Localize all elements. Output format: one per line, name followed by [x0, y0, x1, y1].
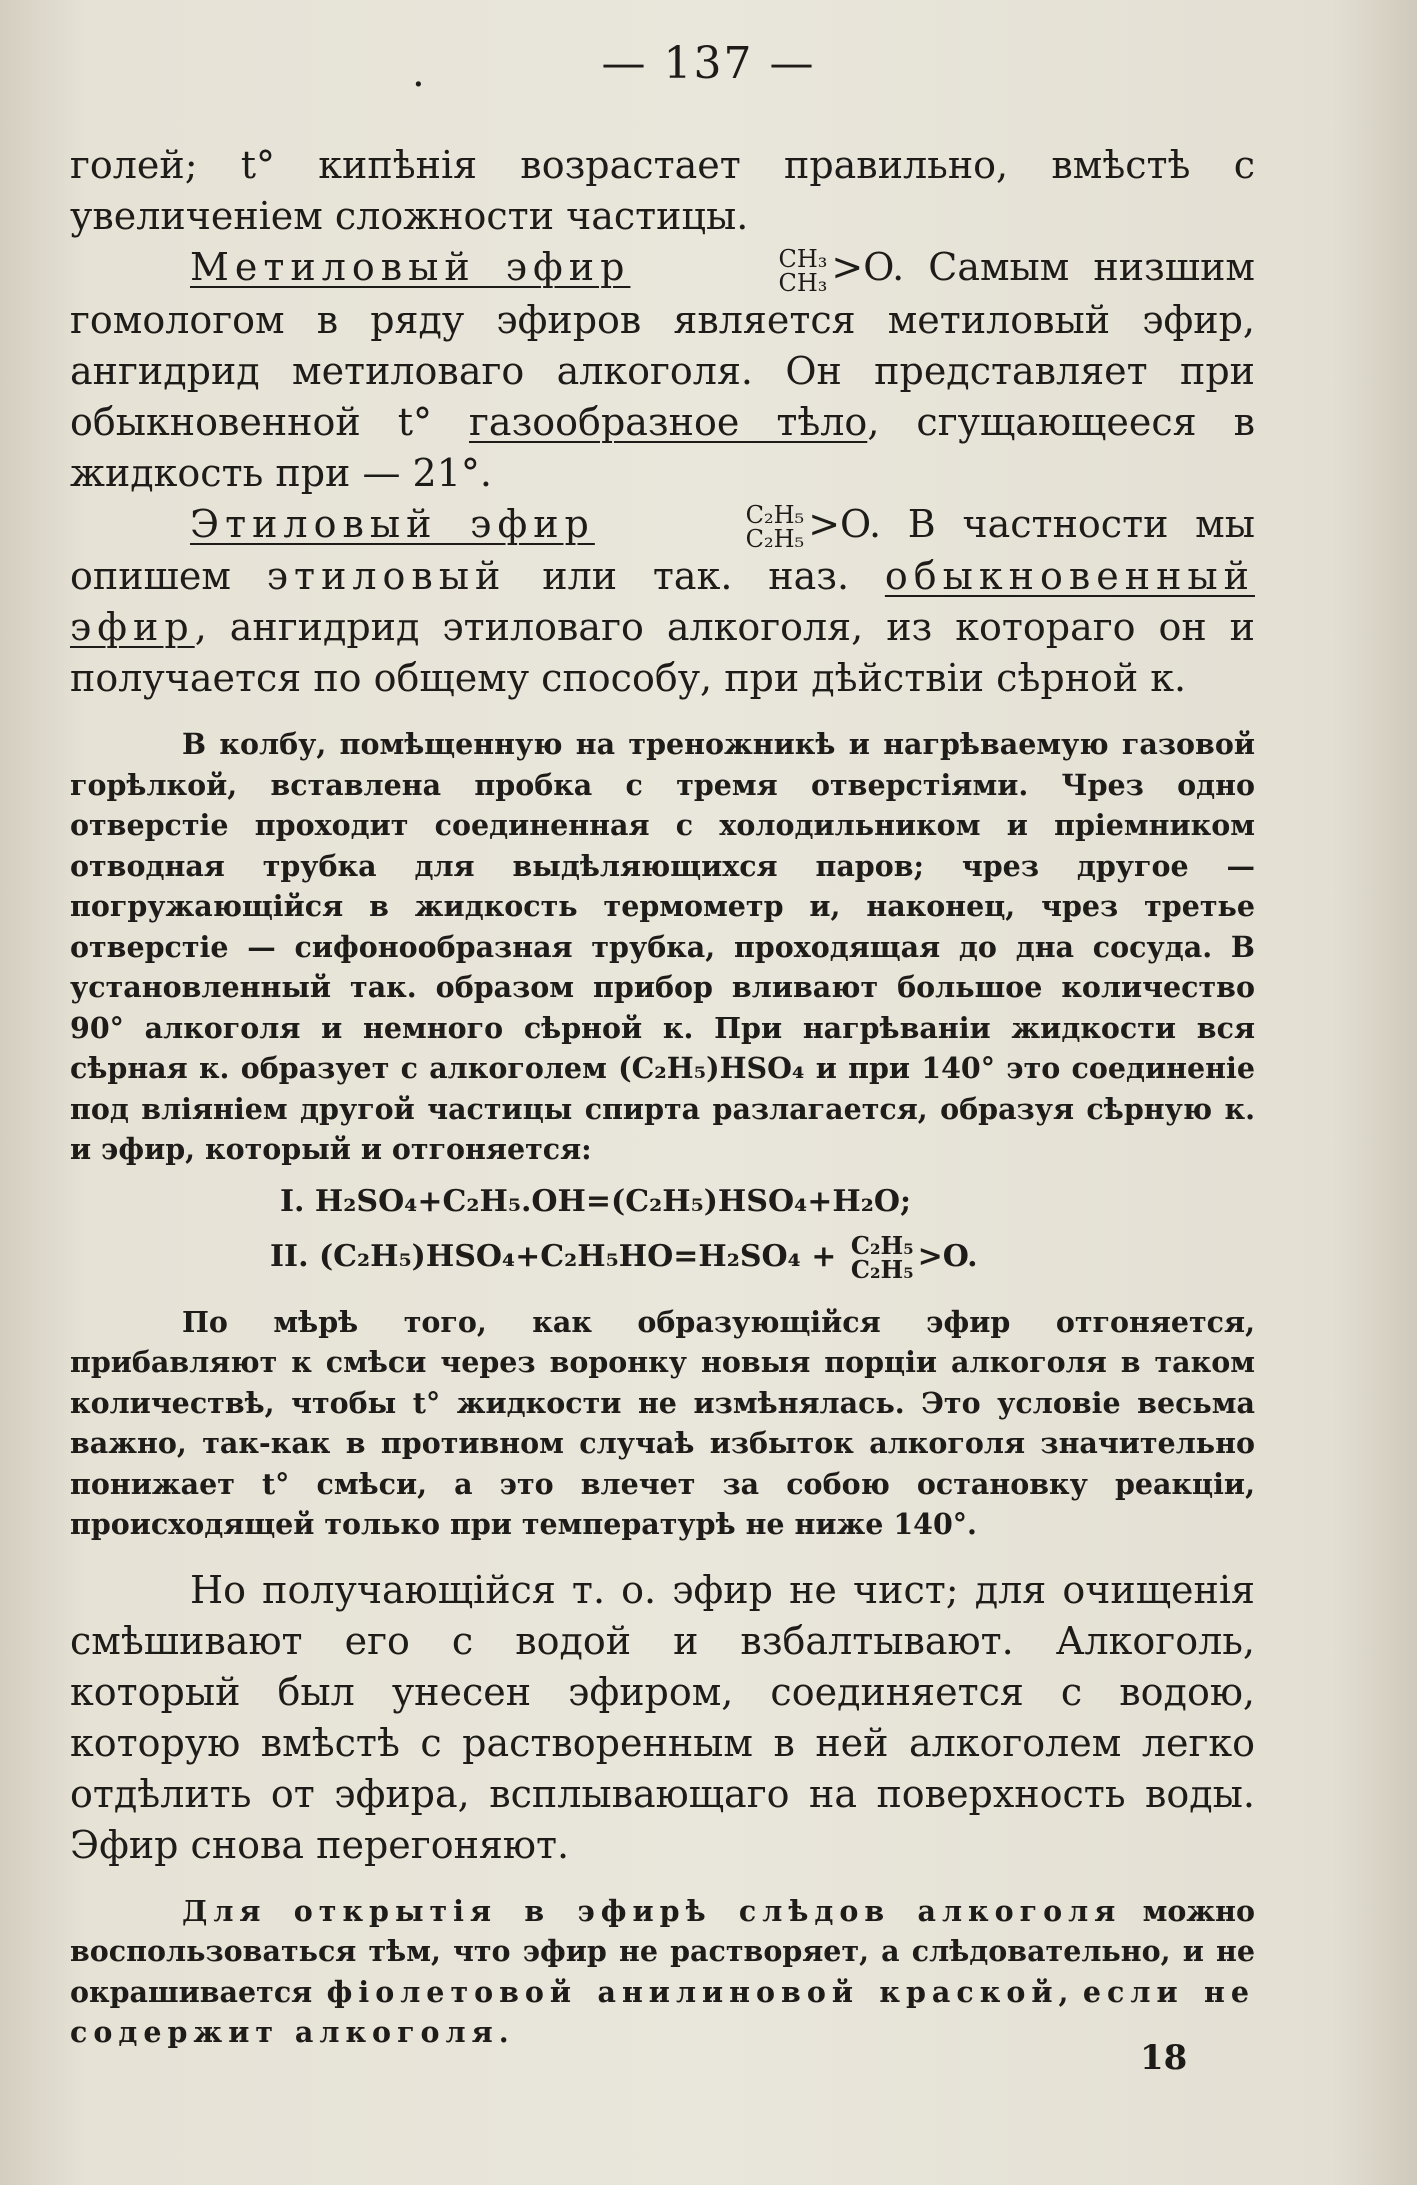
formula-fraction	[658, 244, 828, 297]
paragraph-text: >O. В частности мы опишем	[70, 501, 1255, 598]
term-no-alcohol: если не содержит алкоголя	[70, 1974, 1255, 2049]
formula-left: II. (C₂H₅)HSO₄+C₂H₅HO=H₂SO₄ +	[270, 1238, 837, 1274]
paragraph-1: голей; t° кипѣнія возрастает правильно, вмѣстѣ с увеличеніем сложности частицы.	[70, 143, 1255, 238]
formula-fraction	[626, 503, 805, 551]
separator: ,	[1058, 1974, 1069, 2009]
fraction-top: CH₃	[778, 244, 828, 273]
formula-right: >O.	[917, 1238, 978, 1274]
spacer	[70, 704, 1255, 724]
fraction-top: C₂H₅	[745, 501, 805, 529]
paragraph-text: >O. Самым низшим гомологом в ряду эфиров является метиловый эфир, ангидрид метиловаго алкоголя. Он представляет при обыкновенной t°	[70, 245, 1255, 444]
formula-1: I. H₂SO₄+C₂H₅.OH=(C₂H₅)HSO₄+H₂O;	[280, 1183, 912, 1219]
fraction-top: C₂H₅	[850, 1230, 914, 1260]
fraction-bottom: CH₃	[778, 268, 828, 297]
term-ethyl: этиловый	[266, 554, 507, 598]
paragraph-procedure: По мѣрѣ того, как образующійся эфир отгоняется, прибавляют к смѣси через воронку новыя порціи алкоголя в таком количествѣ, чтобы t° жидкости не измѣнялась. Это условіе весьма важно, так-как в противном случаѣ избыток алкоголя значительно понижает t° смѣси, а это влечет за собою остановку реакціи, происходящей только при температурѣ не ниже 140°.	[70, 1304, 1255, 1541]
paragraph-test	[70, 1891, 1255, 2053]
page-body	[70, 140, 1255, 2053]
formula-fraction	[850, 1230, 914, 1284]
spacer	[70, 1282, 1255, 1302]
spacer	[70, 1545, 1255, 1565]
signature-mark: 18	[1140, 2038, 1188, 2078]
term-alcohol-test: Для открытія в эфирѣ слѣдов алкоголя	[182, 1893, 1122, 1928]
term-ordinary-ether: обыкновенный эфир	[70, 554, 1255, 649]
spacer	[70, 1871, 1255, 1891]
paragraph-text: можно воспользоваться тѣм, что эфир не растворяет, а слѣдовательно, и не окрашивается	[70, 1893, 1255, 2009]
paragraph-ethyl-ether	[70, 499, 1255, 705]
term-methyl-ether: Метиловый эфир	[190, 245, 631, 289]
paragraph-purification: Но получающійся т. о. эфир не чист; для очищенія смѣшивают его с водой и взбалтывают. Алкоголь, который был унесен эфиром, соединяется с водою, которую вмѣстѣ с растворенным в ней алкоголем легко отдѣлить от эфира, всплывающаго на поверхность воды. Эфир снова перегоняют.	[70, 1567, 1255, 1867]
underlined-text: газообразное тѣло	[469, 399, 868, 444]
formula-2	[70, 1230, 1255, 1284]
paragraph-apparatus: В колбу, помѣщенную на треножникѣ и нагрѣваемую газовой горѣлкой, вставлена пробка с тремя отверстіями. Чрез одно отверстіе проходит соединенная с холодильником и пріемником отводная трубка для выдѣляющихся паров; чрез другое — погружающійся в жидкость термометр и, наконец, чрез третье отверстіе — сифонообразная трубка, проходящая до дна сосуда. В установленный так. образом прибор вливают большое количество 90° алкоголя и немного сѣрной к. При нагрѣваніи жидкости вся сѣрная к. образует с алкоголем (C₂H₅)HSO₄ и при 140° это соединеніе под вліяніем другой частицы спирта разлагается, образуя сѣрную к. и эфир, который и отгоняется:	[70, 727, 1255, 1166]
paragraph-tail: , сгущающееся в жидкость при — 21°.	[70, 399, 1255, 495]
header-dot: .	[412, 50, 425, 96]
term-aniline-dye: фіолетовой анилиновой краской	[326, 1974, 1059, 2009]
fraction-bottom: C₂H₅	[745, 525, 805, 553]
page-number: — 137 —	[601, 38, 816, 89]
paragraph-text: или так. наз.	[542, 554, 850, 598]
fraction-bottom: C₂H₅	[850, 1254, 914, 1284]
paragraph-methyl-ether	[70, 242, 1255, 499]
term-ethyl-ether: Этиловый эфир	[190, 501, 595, 546]
paragraph-tail: .	[498, 2015, 509, 2049]
paragraph-tail: , ангидрид этиловаго алкоголя, из котораго он и получается по общему способу, при дѣйствіи сѣрной к.	[70, 605, 1255, 700]
